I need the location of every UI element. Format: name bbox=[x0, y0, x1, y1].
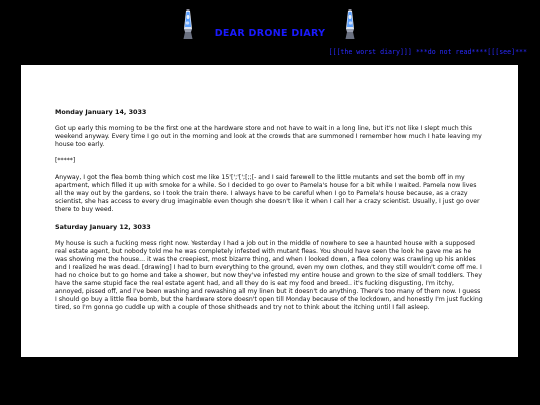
lava-lamp-icon bbox=[183, 9, 193, 39]
entry-paragraph: Got up early this morning to be the first one at the hardware store and not have to wait in a long line, but it's not like I slept much this weekend anyway. Every time I go out in the morning and look at the crowds that are summoned I remember how much I hate leaving my house too early. bbox=[55, 124, 482, 148]
entry-date: Monday January 14, 3033 bbox=[55, 108, 147, 116]
site-title: DEAR DRONE DIARY bbox=[214, 28, 326, 39]
nav-link[interactable]: [[[the worst diary]]] ***do not read****[[[see]*** bbox=[328, 48, 527, 56]
entry-paragraph: Anyway, I got the flea bomb thing which cost me like 15'[';'[';[;;[- and I said farewell to the little mutants and set the bomb off in my apartment, which filled it up with smoke for a while. So I decided to go over to Pamela's house for a bit while I waited. Pamela now lives all the way out by the gardens, so I took the train there. I always have to be careful when I go to Pamela's house because, as a crazy scientist, she has access to every drug imaginable even though she doesn't like it when I call her a crazy scientist. Usually, I just go over there to buy weed. bbox=[55, 173, 480, 214]
entry-paragraph: [*****] bbox=[55, 157, 76, 165]
diary-entry bbox=[55, 223, 484, 312]
lava-lamp-icon bbox=[345, 9, 355, 39]
diary-content bbox=[21, 65, 518, 357]
site-header bbox=[0, 0, 540, 62]
entry-date: Saturday January 12, 3033 bbox=[55, 222, 151, 231]
diary-entry bbox=[55, 108, 484, 214]
entry-paragraph: My house is such a fucking mess right now. Yesterday I had a job out in the middle of nowhere to see a haunted house with a supposed real estate agent, but nobody told me he was completely infested with mutant fleas. You should have seen the look he gave me as he was showing me the house... it was the creepiest, most bizarre thing, and when I looked down, a flea colony was crawling up his ankles and I realized he was dead. [drawing] I had to burn everything to the ground, even my own clothes, and they still wouldn't come off me. I had no choice but to go home and take a shower, but now they've infested my entire house and grown to the size of small toddlers. They have the same stupid face the real estate agent had, and all they do is eat my food and breed.. it's fucking disgusting, I'm itchy, annoyed, pissed off, and I've been washing and rewashing all my linen but it doesn't do anything. There's too many of them now. I guess I should go buy a little flea bomb, but the hardware store doesn't open till Monday because of the lockdown, and honestly I'm just fucking tired, so I'm gonna go cuddle up with a couple of those shitheads and try not to think about the itching until I fall asleep. bbox=[55, 239, 483, 312]
